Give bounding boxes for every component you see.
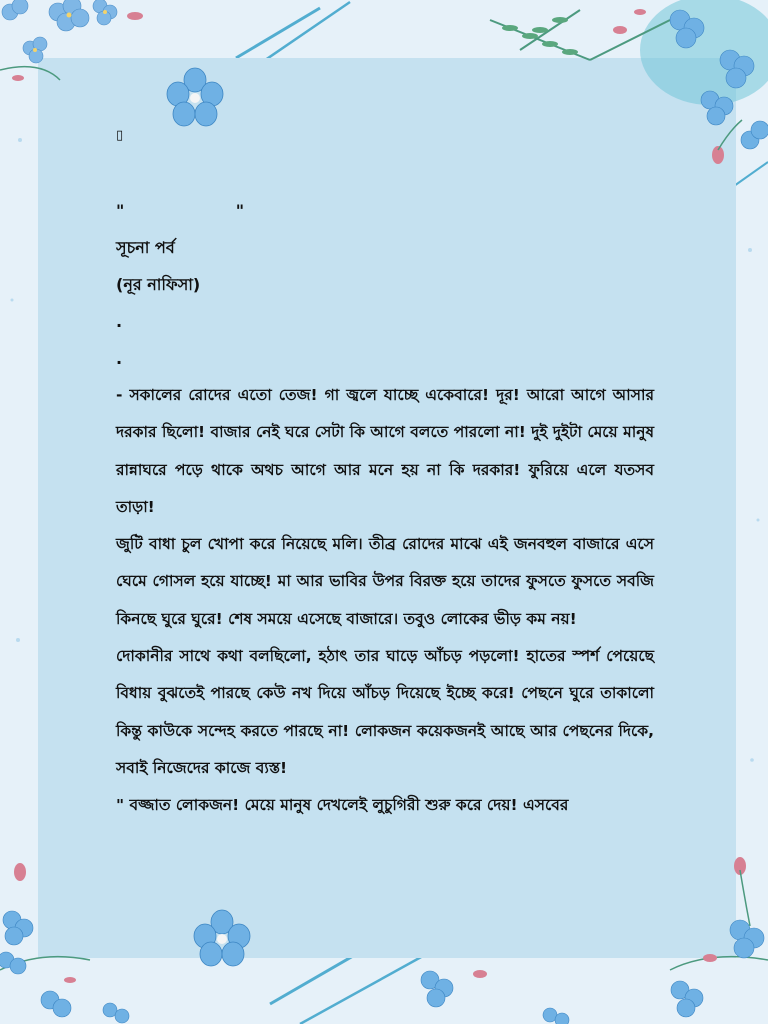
paragraph: দোকানীর সাথে কথা বলছিলো, হঠাৎ তার ঘাড়ে আঁচড় পড়লো! হাতের স্পর্শ পেয়েছে বিধায় বুঝতেই পারছে কেউ নখ দিয়ে আঁচড় দিয়েছে ইচ্ছে করে! পেছনে ঘুরে তাকালো কিন্তু কাউকে সন্দেহ করতে পারছে না! লোকজন কয়েকজনই আছে আর পেছনের দিকে, সবাই নিজেদের কাজে ব্যস্ত! (116, 647, 654, 777)
flower-cluster-bottom-right-icon (400, 850, 768, 1024)
separator-dot: . (116, 312, 123, 331)
missing-glyph: ▯ (116, 128, 124, 143)
flower-cluster-bottom-left-icon (0, 850, 280, 1024)
flower-top-center-icon (160, 66, 230, 130)
chapter-title: সূচনা পর্ব (116, 238, 175, 257)
author-name: (নূর নাফিসা) (116, 275, 201, 294)
quote-line: " " (116, 201, 245, 220)
separator-dot: . (116, 349, 123, 368)
paragraph: জুটি বাধা চুল খোপা করে নিয়েছে মলি। তীব্র রোদের মাঝে এই জনবহুল বাজারে এসে ঘেমে গোসল হয়ে যাচ্ছে! মা আর ভাবির উপর বিরক্ত হয়ে তাদের ফুসতে ফুসতে সবজি কিনছে ঘুরে ঘুরে! শেষ সময়ে এসেছে বাজারে। তবুও লোকের ভীড় কম নয়! (116, 535, 654, 628)
document-body (116, 122, 654, 825)
paragraph: - সকালের রোদের এতো তেজ! গা জ্বলে যাচ্ছে একেবারে! দূর! আরো আগে আসার দরকার ছিলো! বাজার নেই ঘরে সেটা কি আগে বলতে পারলো না! দুই দুইটা মেয়ে মানুষ রান্নাঘরে পড়ে থাকে অথচ আগে আর মনে হয় না কি দরকার! ফুরিয়ে এলে যতসব তাড়া! (116, 386, 654, 516)
paragraph: " বজ্জাত লোকজন! মেয়ে মানুষ দেখলেই লুচুগিরী শুরু করে দেয়! এসবের (116, 796, 569, 815)
flower-cluster-top-left-icon (0, 0, 170, 110)
